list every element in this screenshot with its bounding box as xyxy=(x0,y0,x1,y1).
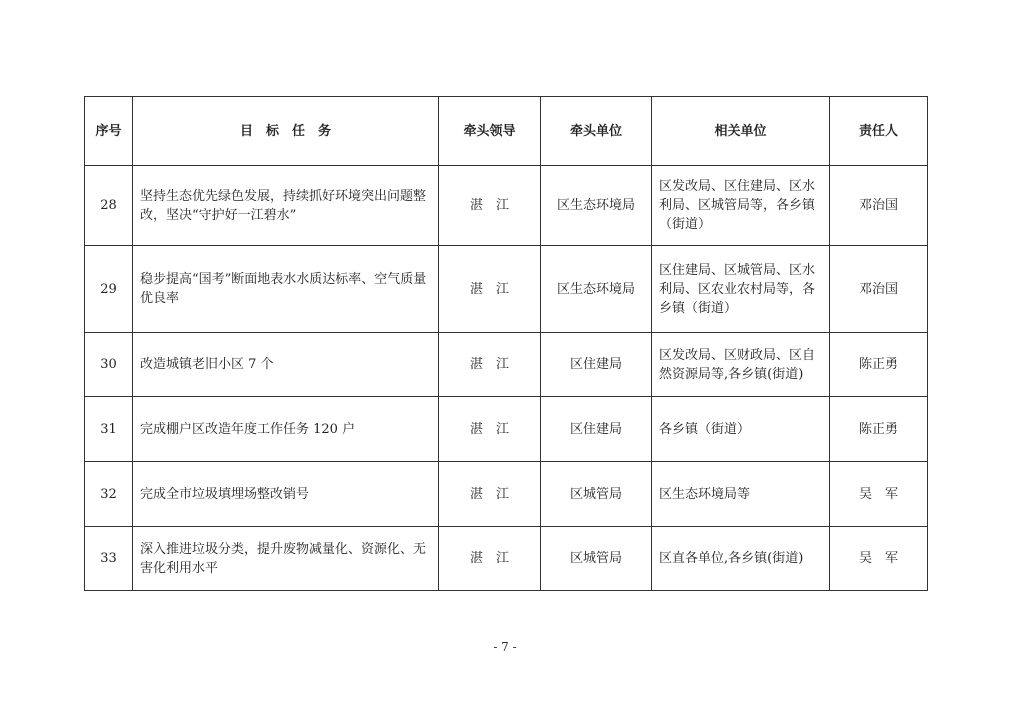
cell-responsible: 邓治国 xyxy=(830,246,928,333)
cell-task: 深入推进垃圾分类，提升废物减量化、资源化、无害化利用水平 xyxy=(133,527,439,591)
cell-index: 32 xyxy=(85,462,133,527)
cell-task: 稳步提高“国考”断面地表水水质达标率、空气质量优良率 xyxy=(133,246,439,333)
table-row xyxy=(85,333,928,397)
page-number: - 7 - xyxy=(493,640,517,654)
cell-lead-unit: 区城管局 xyxy=(541,527,652,591)
table-row xyxy=(85,166,928,246)
task-table xyxy=(84,96,928,591)
cell-lead-unit: 区生态环境局 xyxy=(541,246,652,333)
cell-index: 33 xyxy=(85,527,133,591)
header-responsible: 责任人 xyxy=(830,97,928,166)
cell-lead-unit: 区城管局 xyxy=(541,462,652,527)
header-task: 目 标 任 务 xyxy=(133,97,439,166)
table-row xyxy=(85,527,928,591)
cell-lead-leader: 湛 江 xyxy=(439,166,541,246)
cell-responsible: 陈正勇 xyxy=(830,333,928,397)
cell-index: 30 xyxy=(85,333,133,397)
cell-lead-leader: 湛 江 xyxy=(439,333,541,397)
table-header-row xyxy=(85,97,928,166)
table-row xyxy=(85,462,928,527)
table-row xyxy=(85,246,928,333)
header-related-units: 相关单位 xyxy=(652,97,830,166)
cell-related-units: 各乡镇（街道） xyxy=(652,397,830,462)
cell-task: 完成全市垃圾填埋场整改销号 xyxy=(133,462,439,527)
cell-lead-leader: 湛 江 xyxy=(439,246,541,333)
cell-lead-leader: 湛 江 xyxy=(439,397,541,462)
cell-related-units: 区直各单位,各乡镇(街道) xyxy=(652,527,830,591)
cell-index: 31 xyxy=(85,397,133,462)
cell-related-units: 区发改局、区住建局、区水利局、区城管局等，各乡镇（街道） xyxy=(652,166,830,246)
cell-responsible: 邓治国 xyxy=(830,166,928,246)
cell-task: 改造城镇老旧小区 7 个 xyxy=(133,333,439,397)
header-lead-unit: 牵头单位 xyxy=(541,97,652,166)
cell-responsible: 陈正勇 xyxy=(830,397,928,462)
cell-lead-unit: 区住建局 xyxy=(541,397,652,462)
cell-task: 坚持生态优先绿色发展，持续抓好环境突出问题整改，坚决“守护好一江碧水” xyxy=(133,166,439,246)
cell-lead-unit: 区生态环境局 xyxy=(541,166,652,246)
cell-related-units: 区住建局、区城管局、区水利局、区农业农村局等，各乡镇（街道） xyxy=(652,246,830,333)
header-index: 序号 xyxy=(85,97,133,166)
cell-responsible: 吴 军 xyxy=(830,462,928,527)
table-row xyxy=(85,397,928,462)
cell-lead-unit: 区住建局 xyxy=(541,333,652,397)
cell-lead-leader: 湛 江 xyxy=(439,527,541,591)
cell-lead-leader: 湛 江 xyxy=(439,462,541,527)
header-lead-leader: 牵头领导 xyxy=(439,97,541,166)
cell-related-units: 区发改局、区财政局、区自然资源局等,各乡镇(街道) xyxy=(652,333,830,397)
cell-responsible: 吴 军 xyxy=(830,527,928,591)
cell-index: 29 xyxy=(85,246,133,333)
cell-index: 28 xyxy=(85,166,133,246)
cell-task: 完成棚户区改造年度工作任务 120 户 xyxy=(133,397,439,462)
cell-related-units: 区生态环境局等 xyxy=(652,462,830,527)
